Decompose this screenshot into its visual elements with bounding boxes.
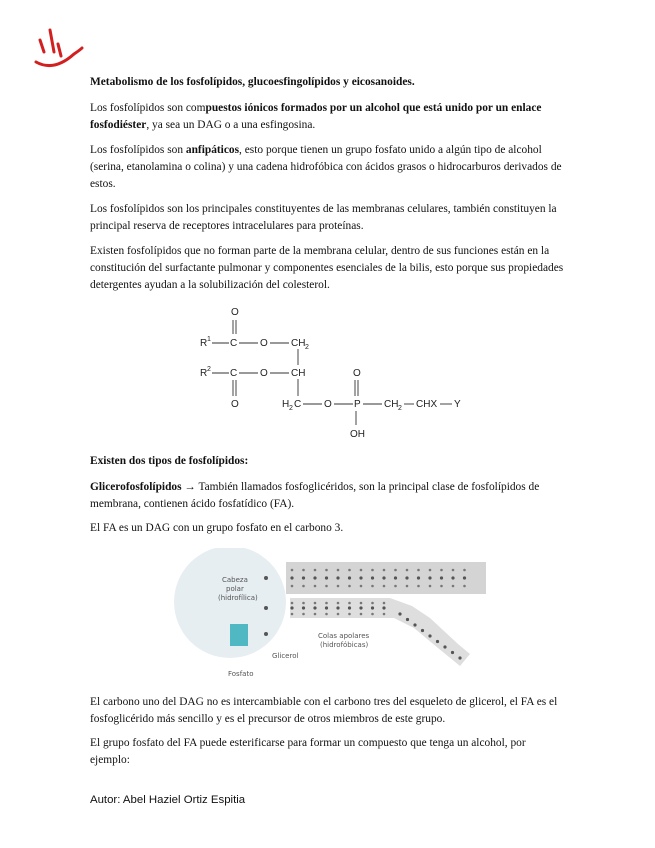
atom-dot <box>348 613 351 616</box>
atom-dot <box>406 569 409 572</box>
paragraph-functions <box>90 243 568 294</box>
atom-dot <box>302 606 305 609</box>
formula-atom: CH <box>384 399 399 410</box>
fig-label: Colas apolares <box>318 632 370 640</box>
atom-dot <box>417 585 420 588</box>
paragraph-glycerophospholipids <box>90 479 568 513</box>
atom-dot <box>428 576 431 579</box>
atom-dot <box>291 613 294 616</box>
atom-dot <box>440 569 443 572</box>
atom-dot <box>360 585 363 588</box>
text-run: El carbono uno del DAG no es intercambiable con el carbono tres del esqueleto de glicerol, el FA es el fosfoglicérido más sencillo y es el precursor de otros miembros de este grupo. <box>90 696 558 725</box>
atom-dot <box>314 602 317 605</box>
atom-dot <box>314 585 317 588</box>
atom-dot <box>325 602 328 605</box>
atom-dot <box>337 613 340 616</box>
atom-dot <box>302 602 305 605</box>
atom-dot <box>325 569 328 572</box>
formula-atom: CHX <box>416 399 438 410</box>
text-run: El grupo fosfato del FA puede esterificarse para formar un compuesto que tenga un alcohol, por ejemplo: <box>90 737 526 766</box>
formula-atom: O <box>324 399 332 410</box>
text-run: , ya sea un DAG o a una esfingosina. <box>146 119 316 131</box>
handwritten-mark <box>30 22 86 72</box>
atom-dot <box>325 585 328 588</box>
formula-atom: CH <box>291 338 306 349</box>
text-run: Los fosfolípidos son <box>90 144 186 156</box>
atom-dot <box>337 569 340 572</box>
atom-dot <box>313 606 316 609</box>
bold-run: Glicerofosfolípidos <box>90 481 182 493</box>
phospholipid-structural-formula <box>190 300 480 445</box>
formula-atom: Y <box>454 399 461 410</box>
atom-dot <box>428 634 431 637</box>
atom-dot <box>291 602 294 605</box>
atom-dot <box>382 576 385 579</box>
atom-dot <box>417 569 420 572</box>
formula-atom: OH <box>350 429 365 440</box>
phosphate-highlight <box>230 624 248 646</box>
atom-dot <box>371 569 374 572</box>
atom-dot <box>417 576 420 579</box>
atom-dot <box>348 576 351 579</box>
atom-dot <box>325 576 328 579</box>
atom-dot <box>398 612 401 615</box>
atom-dot <box>443 645 446 648</box>
atom-dot <box>383 602 386 605</box>
atom-dot <box>405 576 408 579</box>
atom-dot <box>421 629 424 632</box>
atom-dot <box>451 651 454 654</box>
atom-dot <box>314 613 317 616</box>
atom-dot <box>302 576 305 579</box>
atom-dot <box>348 602 351 605</box>
atom-dot <box>451 576 454 579</box>
fig-label: Glicerol <box>272 652 299 660</box>
atom-dot <box>337 585 340 588</box>
atom-dot <box>359 576 362 579</box>
glycerol-carbon <box>264 632 268 636</box>
formula-atom: O <box>353 368 361 379</box>
atom-dot <box>314 569 317 572</box>
author-line: Autor: Abel Haziel Ortiz Espitia <box>90 794 246 806</box>
formula-atom: C <box>230 338 238 349</box>
bold-run: puestos iónicos formados por un alcohol que está unido por un enlace fosfodiéster <box>90 102 542 131</box>
fig-label: Cabeza <box>222 576 248 584</box>
atom-dot <box>325 606 328 609</box>
atom-dot <box>440 585 443 588</box>
atom-dot <box>394 576 397 579</box>
atom-dot <box>336 576 339 579</box>
glycerol-carbon <box>264 576 268 580</box>
formula-atom: O <box>260 368 268 379</box>
formula-atom: C <box>230 368 238 379</box>
formula-atom: H <box>282 399 290 410</box>
atom-dot <box>436 640 439 643</box>
atom-dot <box>360 613 363 616</box>
atom-dot <box>371 576 374 579</box>
atom-dot <box>359 606 362 609</box>
atom-dot <box>302 585 305 588</box>
text-run: , esto porque tienen un grupo fosfato unido a algún tipo de alcohol (serina, etanolamina o colina) y una cadena hidrofóbica con ácidos grasos o hidrocarburos derivados de estos. <box>90 144 562 190</box>
atom-dot <box>371 585 374 588</box>
paragraph-fa <box>90 520 568 537</box>
formula-atom: O <box>231 399 239 410</box>
fig-label: polar <box>226 585 244 593</box>
atom-dot <box>429 585 432 588</box>
atom-dot <box>429 569 432 572</box>
formula-sup: 1 <box>207 336 211 343</box>
text-run: El FA es un DAG con un grupo fosfato en el carbono 3. <box>90 522 344 534</box>
fig-label: (hidrofóbicas) <box>320 641 369 649</box>
bold-run: anfipáticos <box>185 144 240 156</box>
formula-sub: 2 <box>398 405 402 412</box>
atom-dot <box>452 585 455 588</box>
paragraph-amphipathic <box>90 142 568 193</box>
atom-dot <box>290 576 293 579</box>
atom-dot <box>371 602 374 605</box>
atom-dot <box>302 613 305 616</box>
atom-dot <box>413 623 416 626</box>
formula-atom: O <box>260 338 268 349</box>
tail-bar-2 <box>290 598 470 666</box>
formula-sub: 2 <box>289 405 293 412</box>
atom-dot <box>382 606 385 609</box>
atom-dot <box>371 606 374 609</box>
text-run: Existen fosfolípidos que no forman parte de la membrana celular, dentro de sus funciones están en la constitución del surfactante pulmonar y componentes esenciales de la bilis, esto porque sus propiedades detergentes ayudan a la solubilización del colesterol. <box>90 245 564 291</box>
fig-label: Fosfato <box>228 670 254 678</box>
paragraph-membranes <box>90 201 568 235</box>
atom-dot <box>406 618 409 621</box>
formula-atom: C <box>294 399 302 410</box>
atom-dot <box>394 585 397 588</box>
atom-dot <box>291 585 294 588</box>
atom-dot <box>394 569 397 572</box>
atom-dot <box>348 606 351 609</box>
atom-dot <box>313 576 316 579</box>
atom-dot <box>383 613 386 616</box>
formula-atom: P <box>354 399 361 410</box>
atom-dot <box>463 585 466 588</box>
atom-dot <box>360 569 363 572</box>
atom-dot <box>458 656 461 659</box>
formula-atom: R <box>200 368 208 379</box>
atom-dot <box>463 576 466 579</box>
text-run: Los fosfolípidos son los principales constituyentes de las membranas celulares, también constituyen la principal reserva de receptores intracelulares para proteínas. <box>90 203 557 232</box>
atom-dot <box>360 602 363 605</box>
formula-sup: 2 <box>207 366 211 373</box>
paragraph-definition <box>90 100 568 134</box>
formula-atom: O <box>231 307 239 318</box>
formula-atom: CH <box>291 368 306 379</box>
paragraph-carbon-one <box>90 694 568 728</box>
formula-sub: 2 <box>305 344 309 351</box>
atom-dot <box>348 585 351 588</box>
document-title: Metabolismo de los fosfolípidos, glucoesfingolípidos y eicosanoides. <box>90 76 415 88</box>
fig-label: (hidrofílica) <box>218 594 258 602</box>
atom-dot <box>383 585 386 588</box>
atom-dot <box>337 602 340 605</box>
glycerol-carbon <box>264 606 268 610</box>
section-subtitle: Existen dos tipos de fosfolípidos: <box>90 455 249 467</box>
phosphatidic-acid-figure <box>168 548 502 682</box>
atom-dot <box>440 576 443 579</box>
atom-dot <box>463 569 466 572</box>
atom-dot <box>406 585 409 588</box>
atom-dot <box>325 613 328 616</box>
atom-dot <box>290 606 293 609</box>
atom-dot <box>302 569 305 572</box>
atom-dot <box>452 569 455 572</box>
formula-atom: R <box>200 338 208 349</box>
atom-dot <box>348 569 351 572</box>
atom-dot <box>371 613 374 616</box>
atom-dot <box>383 569 386 572</box>
atom-dot <box>291 569 294 572</box>
text-run: → También llamados fosfoglicéridos, son la principal clase de fosfolípidos de membrana, contienen ácido fosfatídico (FA). <box>90 481 540 510</box>
atom-dot <box>336 606 339 609</box>
text-run: Los fosfolípidos son com <box>90 102 206 114</box>
paragraph-esterification <box>90 735 568 769</box>
